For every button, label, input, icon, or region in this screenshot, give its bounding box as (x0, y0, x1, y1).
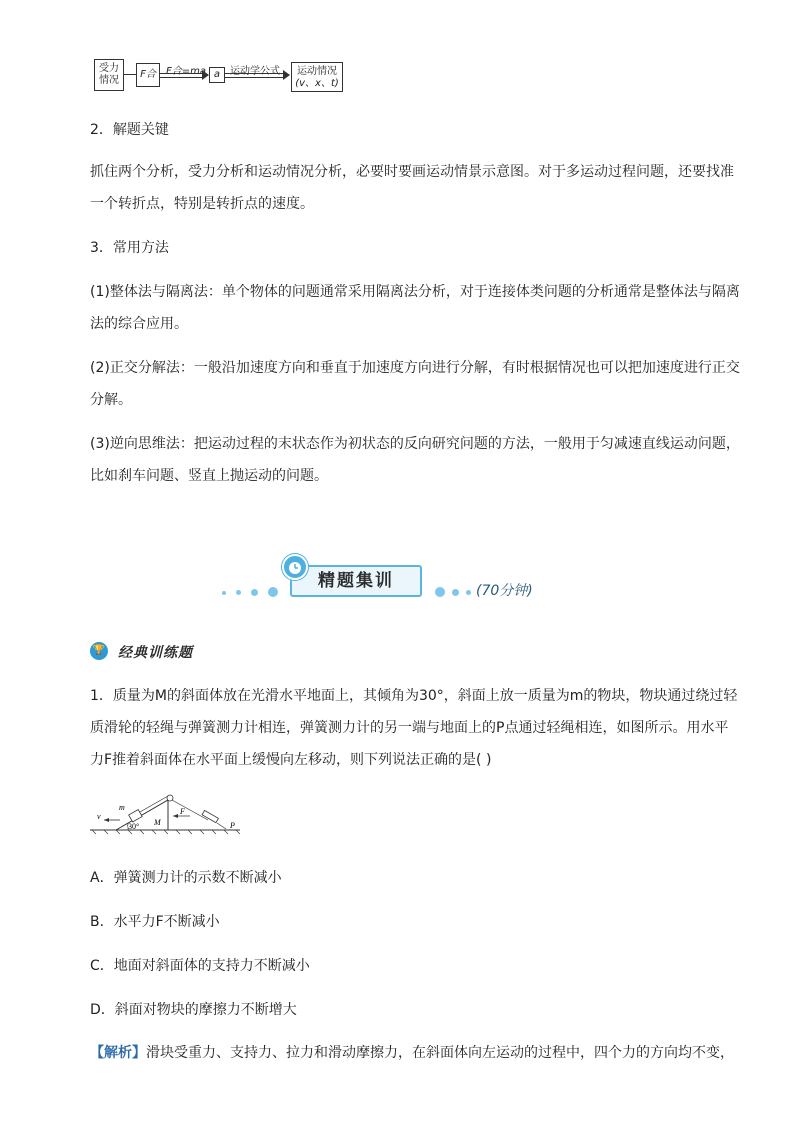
paragraph-key: 抓住两个分析，受力分析和运动情况分析，必要时要画运动情景示意图。对于多运动过程问题，还要找准一个转折点，特别是转折点的速度。 (90, 164, 734, 212)
analysis-tag: 【解析】 (90, 1045, 146, 1061)
clock-icon-svg (284, 556, 306, 578)
option-d: D．斜面对物块的摩擦力不断增大 (90, 1002, 297, 1018)
flow-double-arrow (160, 73, 202, 78)
flow-kinematics-label: 运动学公式 (230, 66, 280, 77)
banner-title: 精题集训 (290, 565, 422, 597)
flow-double-arrow-2 (225, 73, 283, 78)
figure-label-F: F (180, 807, 185, 816)
banner-dot (268, 587, 278, 597)
flow-arrow-head-1 (202, 70, 209, 80)
method-3: (3)逆向思维法：把运动过程的末状态作为初状态的反向研究问题的方法，一般用于匀减速直线运动问题，比如刹车问题、竖直上抛运动的问题。 (90, 436, 740, 484)
clock-icon (282, 554, 308, 580)
incline-figure (90, 792, 250, 836)
banner-minutes: (70分钟) (476, 583, 533, 599)
figure-label-M: M (154, 818, 161, 827)
flow-arrow-head-2 (283, 70, 290, 80)
question-text: 1．质量为M的斜面体放在光滑水平地面上，其倾角为30°，斜面上放一质量为m的物块，物块通过绕过轻质滑轮的轻绳与弹簧测力计相连，弹簧测力计的另一端与地面上的P点通过轻绳相连，如图所示。用水平力F推着斜面体在水平面上缓慢向左移动，则下列说法正确的是( ) (90, 688, 738, 768)
section-title: 经典训练题 (118, 645, 193, 661)
trophy-icon: 🏆 (90, 642, 108, 660)
flow-box-motion: 运动情况 (v、x、t) (291, 62, 343, 92)
option-a: A．弹簧测力计的示数不断减小 (90, 870, 282, 886)
flow-box-force: 受力 情况 (94, 59, 124, 91)
flow-formula: F合=ma (166, 66, 206, 77)
figure-label-v: v (97, 812, 101, 821)
flow-connector-1 (124, 74, 136, 75)
option-b: B．水平力F不断减小 (90, 914, 220, 930)
banner-dot (251, 589, 258, 596)
figure-label-m: m (119, 803, 125, 812)
banner-dot (236, 590, 241, 595)
method-1: (1)整体法与隔离法：单个物体的问题通常采用隔离法分析，对于连接体类问题的分析通常是整体法与隔离法的综合应用。 (90, 284, 740, 332)
flow-box-a: a (209, 67, 225, 83)
banner-dot (435, 587, 445, 597)
analysis-text: 滑块受重力、支持力、拉力和滑动摩擦力，在斜面体向左运动的过程中，四个力的方向均不变， (146, 1045, 734, 1061)
banner-dot (222, 591, 226, 595)
flow-box-fhe: F合 (136, 63, 160, 87)
heading-key: 2．解题关键 (90, 122, 169, 138)
banner-dot (452, 589, 459, 596)
analysis (90, 1043, 750, 1063)
figure-label-angle: 30° (128, 822, 140, 831)
banner-dot (466, 590, 471, 595)
option-c: C．地面对斜面体的支持力不断减小 (90, 958, 310, 974)
method-2: (2)正交分解法：一般沿加速度方向和垂直于加速度方向进行分解，有时根据情况也可以把加速度进行正交分解。 (90, 360, 740, 408)
figure-label-P: P (230, 821, 235, 830)
heading-methods: 3．常用方法 (90, 240, 169, 256)
